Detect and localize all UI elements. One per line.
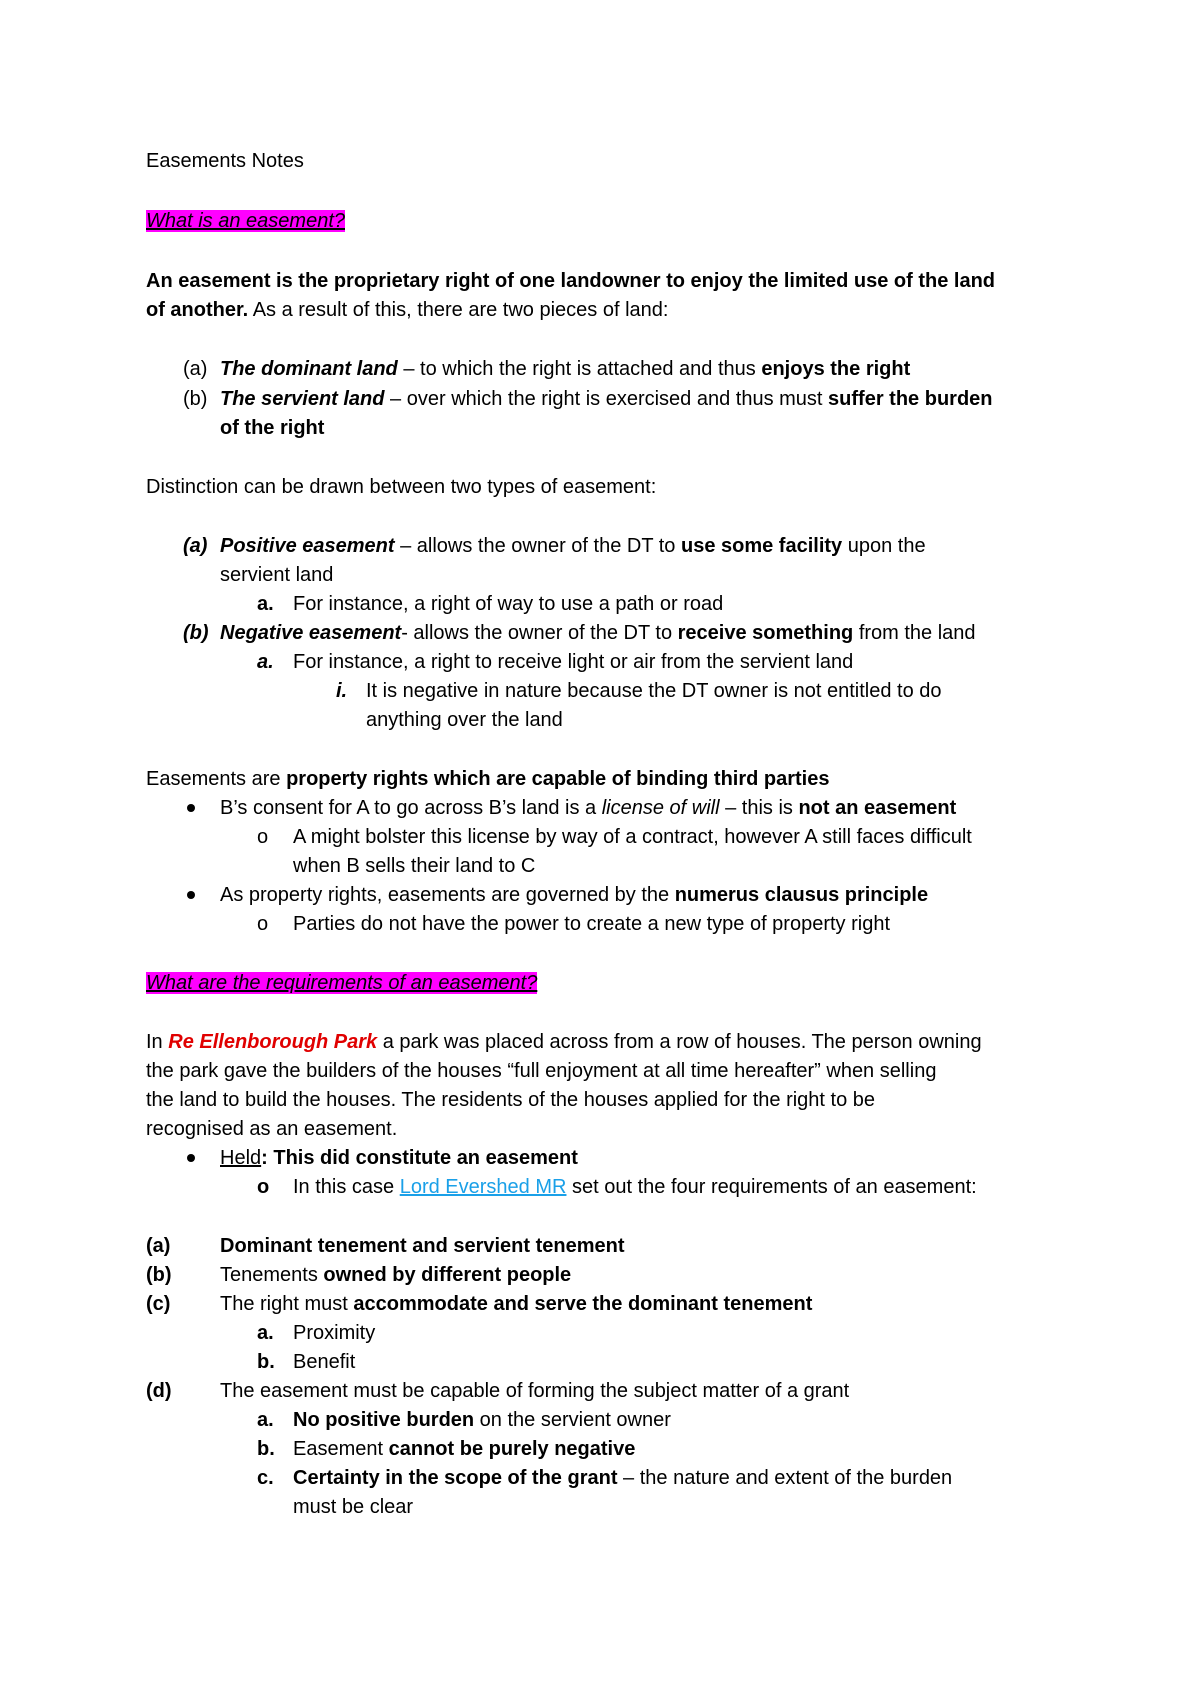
text: Easements are bbox=[146, 768, 287, 790]
bold-text: enjoys the right bbox=[761, 358, 911, 380]
requirement-c-proximity: Proximity bbox=[293, 1322, 376, 1344]
heading-highlight: What are the requirements of an easement? bbox=[146, 972, 538, 994]
list-marker: (a) bbox=[146, 1235, 171, 1257]
list-marker: b. bbox=[257, 1438, 275, 1460]
list-item-positive-easement bbox=[220, 533, 926, 559]
bold-text: use some facility bbox=[680, 535, 843, 557]
sub-item-contract: A might bolster this license by way of a contract, however A still faces difficult bbox=[293, 826, 972, 848]
requirement-d-no-positive-burden bbox=[293, 1407, 671, 1433]
term: Negative easement bbox=[220, 622, 402, 644]
list-marker: (a) bbox=[183, 358, 208, 380]
text: from the land bbox=[853, 622, 976, 644]
bold-text: Certainty in the scope of the grant bbox=[293, 1467, 618, 1489]
section-heading-1 bbox=[146, 208, 345, 234]
text: – allows the owner of the DT to bbox=[394, 535, 681, 557]
requirement-a: Dominant tenement and servient tenement bbox=[220, 1235, 625, 1257]
requirement-c-benefit: Benefit bbox=[293, 1351, 356, 1373]
held-label: Held bbox=[220, 1147, 262, 1169]
requirement-d-certainty-cont: must be clear bbox=[293, 1496, 414, 1518]
case-paragraph-line-3: the land to build the houses. The residents of the houses applied for the right to be bbox=[146, 1089, 876, 1111]
bullet-item-held bbox=[220, 1145, 578, 1171]
bold-text: cannot be purely negative bbox=[388, 1438, 636, 1460]
sub-sub-item-negative-nature-cont: anything over the land bbox=[366, 709, 563, 731]
bold-text: owned by different people bbox=[323, 1264, 572, 1286]
distinction-text: Distinction can be drawn between two types of easement: bbox=[146, 476, 657, 498]
list-marker: (c) bbox=[146, 1293, 171, 1315]
intro-line-1: An easement is the proprietary right of one landowner to enjoy the limited use of the land bbox=[146, 270, 996, 292]
bullet-item-license bbox=[220, 795, 956, 821]
text: As property rights, easements are governed by the bbox=[220, 884, 675, 906]
bold-text: property rights which are capable of binding third parties bbox=[286, 768, 830, 790]
list-item-dominant-land bbox=[220, 356, 910, 382]
text: a park was placed across from a row of houses. The person owning bbox=[377, 1031, 982, 1053]
list-item-servient-land-cont: of the right bbox=[220, 417, 325, 439]
list-marker: (d) bbox=[146, 1380, 172, 1402]
sub-item-evershed bbox=[293, 1174, 977, 1200]
sub-item-contract-cont: when B sells their land to C bbox=[293, 855, 536, 877]
list-marker: a. bbox=[257, 651, 274, 673]
lord-evershed-link[interactable]: Lord Evershed MR bbox=[399, 1176, 567, 1198]
case-paragraph-line-1 bbox=[146, 1029, 982, 1055]
requirement-d-certainty bbox=[293, 1465, 952, 1491]
sub-item-right-of-way: For instance, a right of way to use a path or road bbox=[293, 593, 724, 615]
italic-text: license of will bbox=[601, 797, 720, 819]
text: In bbox=[146, 1031, 169, 1053]
case-name: Re Ellenborough Park bbox=[168, 1031, 378, 1053]
list-marker: o bbox=[257, 913, 269, 935]
list-marker: i. bbox=[336, 680, 348, 702]
bullet-dot bbox=[187, 804, 195, 812]
bold-text: not an easement bbox=[798, 797, 957, 819]
list-marker: c. bbox=[257, 1467, 274, 1489]
list-marker: (b) bbox=[183, 388, 208, 410]
intro-line-2 bbox=[146, 297, 668, 323]
text: – this is bbox=[719, 797, 799, 819]
bold-text: No positive burden bbox=[293, 1409, 475, 1431]
bold-text: suffer the burden bbox=[828, 388, 993, 410]
list-marker: a. bbox=[257, 1409, 274, 1431]
list-item-servient-land bbox=[220, 386, 993, 412]
bullet-dot bbox=[187, 891, 195, 899]
term: The dominant land bbox=[220, 358, 398, 380]
list-marker: a. bbox=[257, 593, 274, 615]
property-rights-text bbox=[146, 766, 830, 792]
text: set out the four requirements of an easement: bbox=[566, 1176, 977, 1198]
list-marker: o bbox=[257, 1176, 270, 1198]
list-marker: (b) bbox=[146, 1264, 172, 1286]
text: on the servient owner bbox=[474, 1409, 671, 1431]
heading-highlight: What is an easement? bbox=[146, 210, 345, 232]
list-item-positive-easement-cont: servient land bbox=[220, 564, 334, 586]
bold-text: receive something bbox=[677, 622, 854, 644]
text: Easement bbox=[293, 1438, 389, 1460]
document-title: Easements Notes bbox=[146, 150, 304, 172]
list-marker: a. bbox=[257, 1322, 274, 1344]
intro-bold: of another. bbox=[146, 299, 249, 321]
requirement-d: The easement must be capable of forming the subject matter of a grant bbox=[220, 1380, 850, 1402]
bold-text: : This did constitute an easement bbox=[261, 1147, 578, 1169]
bullet-dot bbox=[187, 1154, 195, 1162]
text: – over which the right is exercised and thus must bbox=[384, 388, 829, 410]
bold-text: numerus clausus principle bbox=[674, 884, 929, 906]
case-paragraph-line-4: recognised as an easement. bbox=[146, 1118, 398, 1140]
sub-item-no-power: Parties do not have the power to create a new type of property right bbox=[293, 913, 891, 935]
term: Positive easement bbox=[220, 535, 395, 557]
requirement-b bbox=[220, 1262, 571, 1288]
sub-item-light-air: For instance, a right to receive light or air from the servient land bbox=[293, 651, 854, 673]
section-heading-2 bbox=[146, 970, 537, 996]
text: The right must bbox=[220, 1293, 354, 1315]
text: In this case bbox=[293, 1176, 400, 1198]
sub-sub-item-negative-nature: It is negative in nature because the DT owner is not entitled to do bbox=[366, 680, 942, 702]
bullet-item-numerus-clausus bbox=[220, 882, 928, 908]
text: upon the bbox=[842, 535, 926, 557]
text: – to which the right is attached and thus bbox=[397, 358, 762, 380]
text: B’s consent for A to go across B’s land is a bbox=[220, 797, 602, 819]
requirement-d-not-negative bbox=[293, 1436, 635, 1462]
list-marker: (a) bbox=[183, 535, 208, 557]
case-paragraph-line-2: the park gave the builders of the houses “full enjoyment at all time hereafter” when selling bbox=[146, 1060, 937, 1082]
list-marker: b. bbox=[257, 1351, 275, 1373]
list-item-negative-easement bbox=[220, 620, 976, 646]
text: – the nature and extent of the burden bbox=[617, 1467, 953, 1489]
intro-rest: As a result of this, there are two pieces of land: bbox=[248, 299, 669, 321]
list-marker: o bbox=[257, 826, 269, 848]
text: Tenements bbox=[220, 1264, 324, 1286]
bold-text: accommodate and serve the dominant tenement bbox=[353, 1293, 813, 1315]
requirement-c bbox=[220, 1291, 812, 1317]
text: - allows the owner of the DT to bbox=[401, 622, 678, 644]
list-marker: (b) bbox=[183, 622, 209, 644]
term: The servient land bbox=[220, 388, 385, 410]
